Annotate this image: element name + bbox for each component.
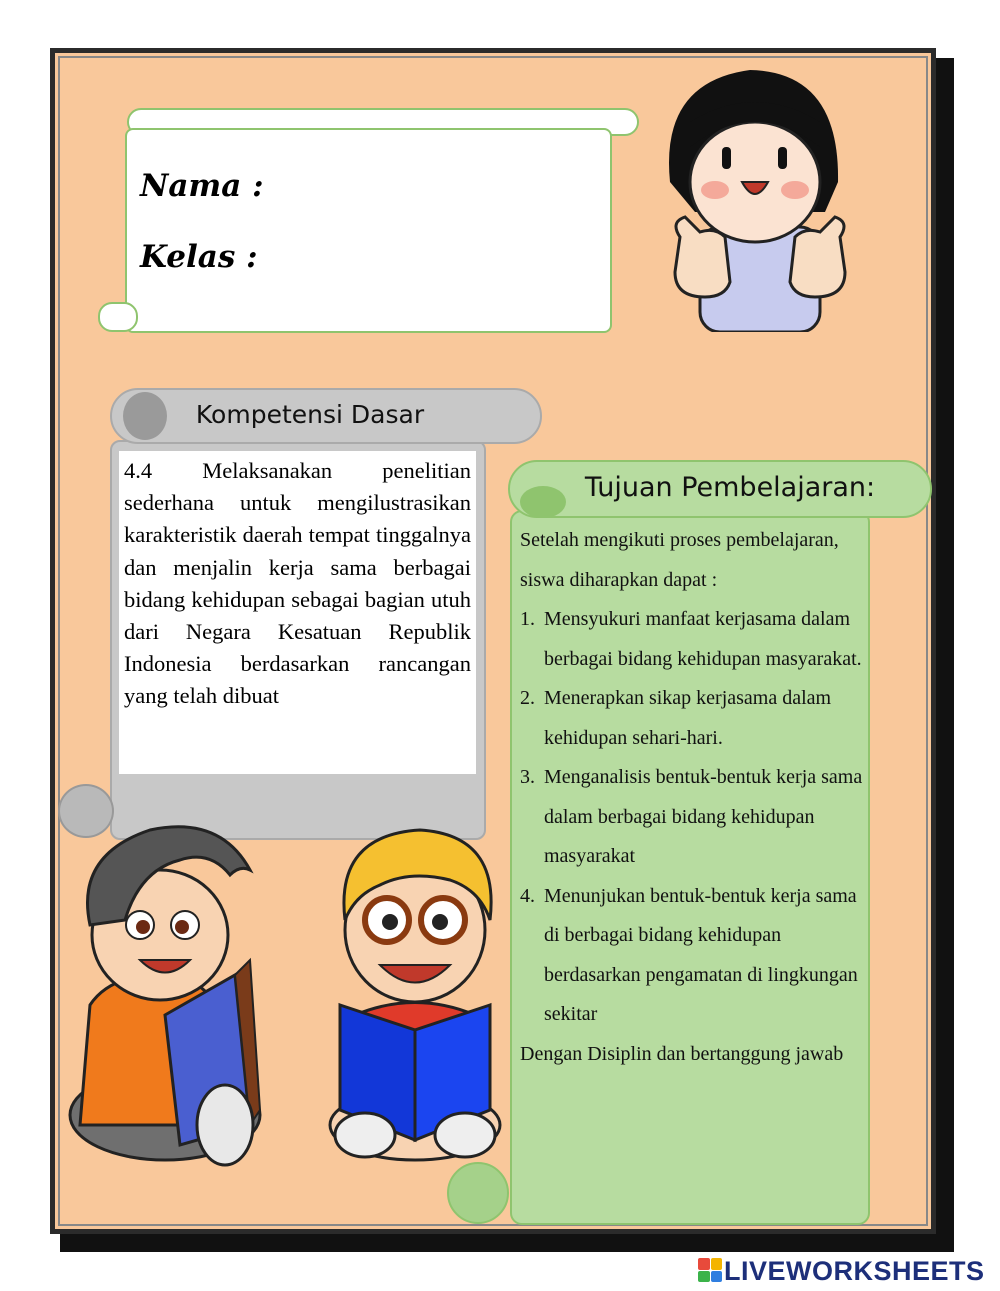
name-scroll-curl (98, 302, 138, 332)
tujuan-item (520, 877, 865, 1035)
tujuan-item (520, 679, 865, 758)
tujuan-item-text: Mensyukuri manfaat kerjasama dalam berbagai bidang kehidupan masyarakat. (544, 608, 862, 670)
boy-reading-glasses-illustration (315, 825, 515, 1165)
tujuan-item (520, 600, 865, 679)
kelas-input[interactable] (272, 243, 590, 279)
girl-thumbs-up-illustration (660, 62, 860, 332)
tujuan-item-number: 3. (520, 766, 535, 788)
name-scroll (125, 128, 612, 333)
tujuan-item-number: 4. (520, 884, 535, 907)
tujuan-item-number: 2. (520, 687, 535, 709)
kelas-label: Kelas : (140, 239, 258, 275)
nama-label: Nama : (140, 168, 264, 204)
liveworksheets-logo-icon (698, 1258, 722, 1282)
kompetensi-text: 4.4 Melaksanakan penelitian sederhana untuk mengilustrasikan karakteristik daerah tempat tinggalnya dan menjalin kerja sama berbagai bidang kehidupan sebagai bagian utuh dari Negara Kesatuan Republik Indonesia berdasarkan rancangan yang telah dibuat (119, 451, 476, 774)
tujuan-item-text: Menganalisis bentuk-bentuk kerja sama dalam berbagai bidang kehidupan masyarakat (544, 766, 863, 867)
kompetensi-title: Kompetensi Dasar (195, 400, 425, 429)
boy-reading-orange-illustration (55, 815, 265, 1175)
tujuan-title: Tujuan Pembelajaran: (584, 472, 876, 503)
nama-input[interactable] (280, 172, 590, 208)
tujuan-item-text: Menerapkan sikap kerjasama dalam kehidupan sehari-hari. (544, 687, 832, 749)
tujuan-scroll-curl-bottom (447, 1162, 509, 1224)
tujuan-text (520, 521, 865, 1074)
tujuan-intro: Setelah mengikuti proses pembelajaran, siswa diharapkan dapat : (520, 529, 839, 591)
kompetensi-scroll-curl-top (123, 392, 167, 440)
tujuan-item (520, 758, 865, 877)
tujuan-list (520, 600, 865, 1035)
liveworksheets-watermark: LIVEWORKSHEETS (724, 1256, 985, 1286)
tujuan-item-text: Menunjukan bentuk-bentuk kerja sama di berbagai bidang kehidupan berdasarkan pengamatan di lingkungan sekitar (544, 884, 858, 1025)
tujuan-item-number: 1. (520, 608, 535, 630)
tujuan-closing: Dengan Disiplin dan bertanggung jawab (520, 1042, 844, 1065)
